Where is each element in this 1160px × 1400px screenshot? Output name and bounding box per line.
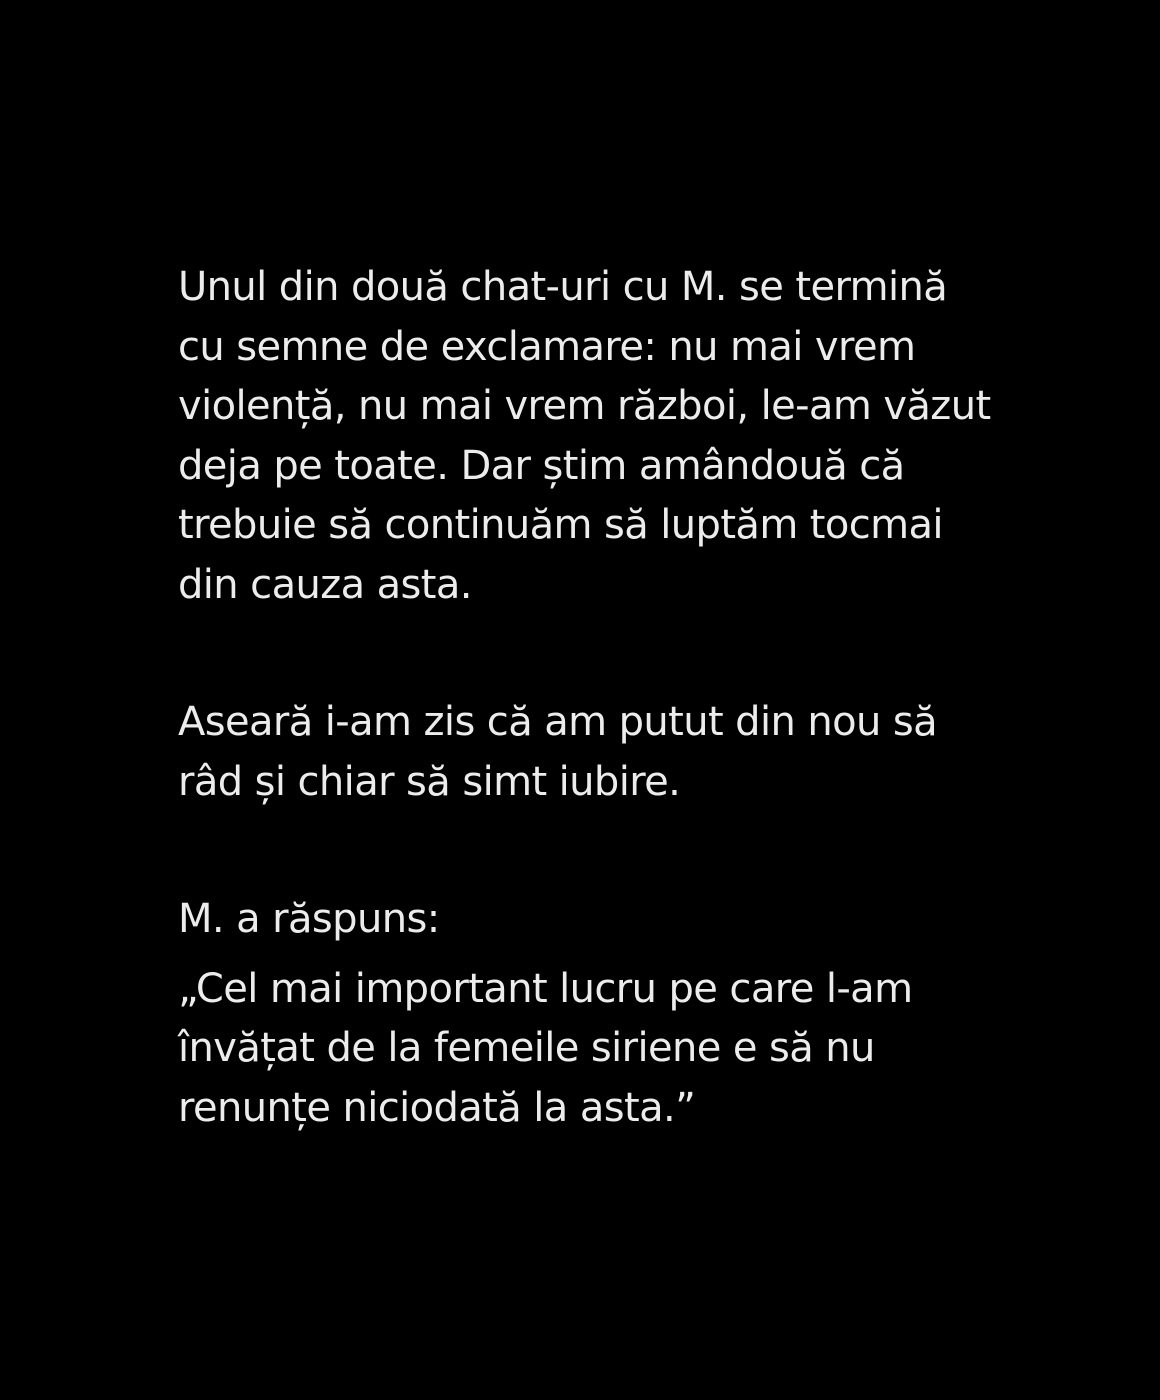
text-line: deja pe toate. Dar știm amândouă că — [178, 442, 905, 489]
text-line: violență, nu mai vrem război, le-am văzut — [178, 383, 991, 429]
quote-line: învățat de la femeile siriene e să nu — [178, 1025, 875, 1071]
quote-line: „Cel mai important lucru pe care l-am — [178, 965, 913, 1012]
text-line: din cauza asta. — [178, 561, 472, 608]
text-line: râd și chiar să simt iubire. — [178, 758, 681, 805]
text-content — [178, 258, 1038, 1138]
quote-line: renunțe niciodată la asta.” — [178, 1084, 696, 1131]
text-line: cu semne de exclamare: nu mai vrem — [178, 323, 916, 370]
text-line: M. a răspuns: — [178, 896, 440, 942]
paragraph-3 — [178, 890, 1038, 1138]
text-line: Unul din două chat-uri cu M. se termină — [178, 264, 948, 310]
text-line: trebuie să continuăm să luptăm tocmai — [178, 502, 943, 548]
paragraph-1 — [178, 258, 1038, 615]
text-line: Aseară i-am zis că am putut din nou să — [178, 699, 937, 745]
paragraph-2 — [178, 693, 1038, 812]
